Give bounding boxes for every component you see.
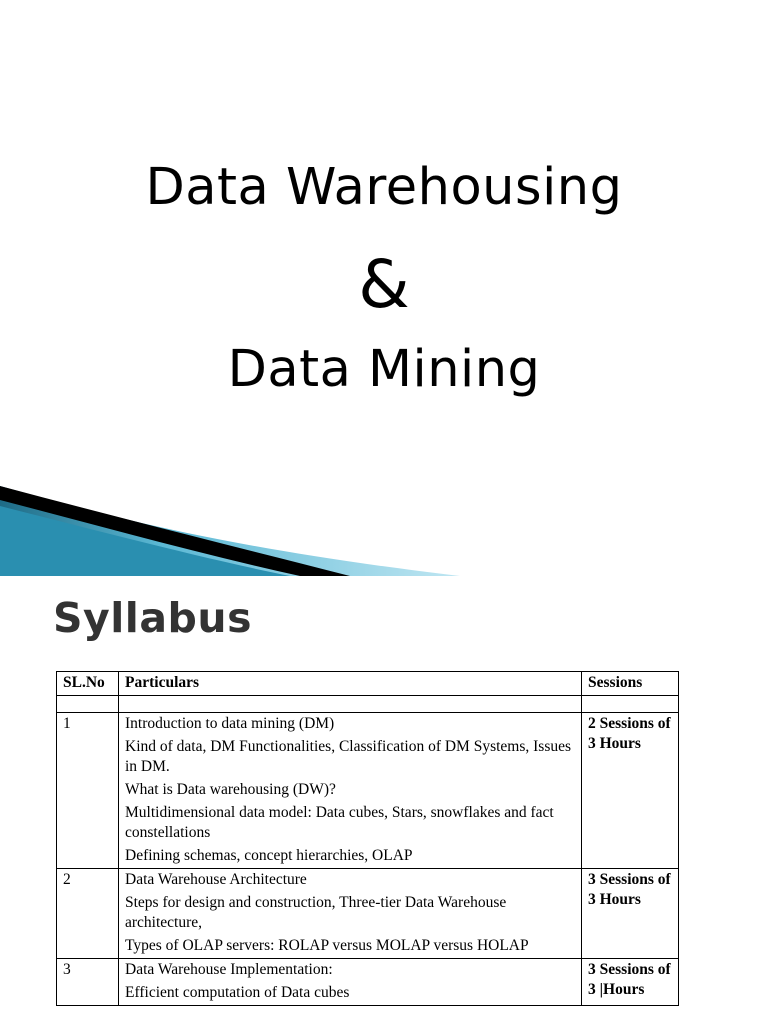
slide-title-data-mining: Data Mining bbox=[227, 340, 541, 399]
row-particulars bbox=[119, 869, 582, 959]
row-particulars bbox=[119, 959, 582, 1006]
particular-item: Steps for design and construction, Three-tier Data Warehouse architecture, bbox=[125, 894, 507, 931]
header-sessions: Sessions bbox=[582, 672, 679, 696]
particular-item: Kind of data, DM Functionalities, Classification of DM Systems, Issues in DM. bbox=[125, 738, 572, 775]
decorative-swoosh-graphic bbox=[0, 480, 460, 576]
table-row bbox=[57, 869, 679, 959]
header-particulars: Particulars bbox=[119, 672, 582, 696]
table-row bbox=[57, 713, 679, 869]
row-sessions: 2 Sessions of 3 Hours bbox=[582, 713, 679, 869]
row-sessions: 3 Sessions of 3 Hours bbox=[582, 869, 679, 959]
particular-item: Efficient computation of Data cubes bbox=[125, 984, 350, 1001]
particular-item: What is Data warehousing (DW)? bbox=[125, 781, 336, 798]
syllabus-slide bbox=[0, 576, 768, 1024]
header-sl-no: SL.No bbox=[57, 672, 119, 696]
row-particulars bbox=[119, 713, 582, 869]
particular-item: Data Warehouse Implementation: bbox=[125, 961, 333, 978]
slide-title-ampersand: & bbox=[358, 246, 410, 323]
row-sessions: 3 Sessions of 3 |Hours bbox=[582, 959, 679, 1006]
particular-item: Data Warehouse Architecture bbox=[125, 871, 307, 888]
particular-item: Defining schemas, concept hierarchies, OLAP bbox=[125, 847, 413, 864]
row-sl-no: 3 bbox=[57, 959, 119, 1006]
table-row bbox=[57, 959, 679, 1006]
particular-item: Introduction to data mining (DM) bbox=[125, 715, 335, 732]
table-header-row bbox=[57, 672, 679, 696]
row-sl-no: 1 bbox=[57, 713, 119, 869]
row-sl-no: 2 bbox=[57, 869, 119, 959]
table-spacer-row bbox=[57, 696, 679, 713]
syllabus-heading: Syllabus bbox=[53, 594, 252, 642]
particular-item: Multidimensional data model: Data cubes, Stars, snowflakes and fact constellations bbox=[125, 804, 554, 841]
syllabus-table bbox=[56, 671, 679, 1006]
slide-title-data-warehousing: Data Warehousing bbox=[145, 158, 623, 217]
particular-item: Types of OLAP servers: ROLAP versus MOLAP versus HOLAP bbox=[125, 937, 529, 954]
